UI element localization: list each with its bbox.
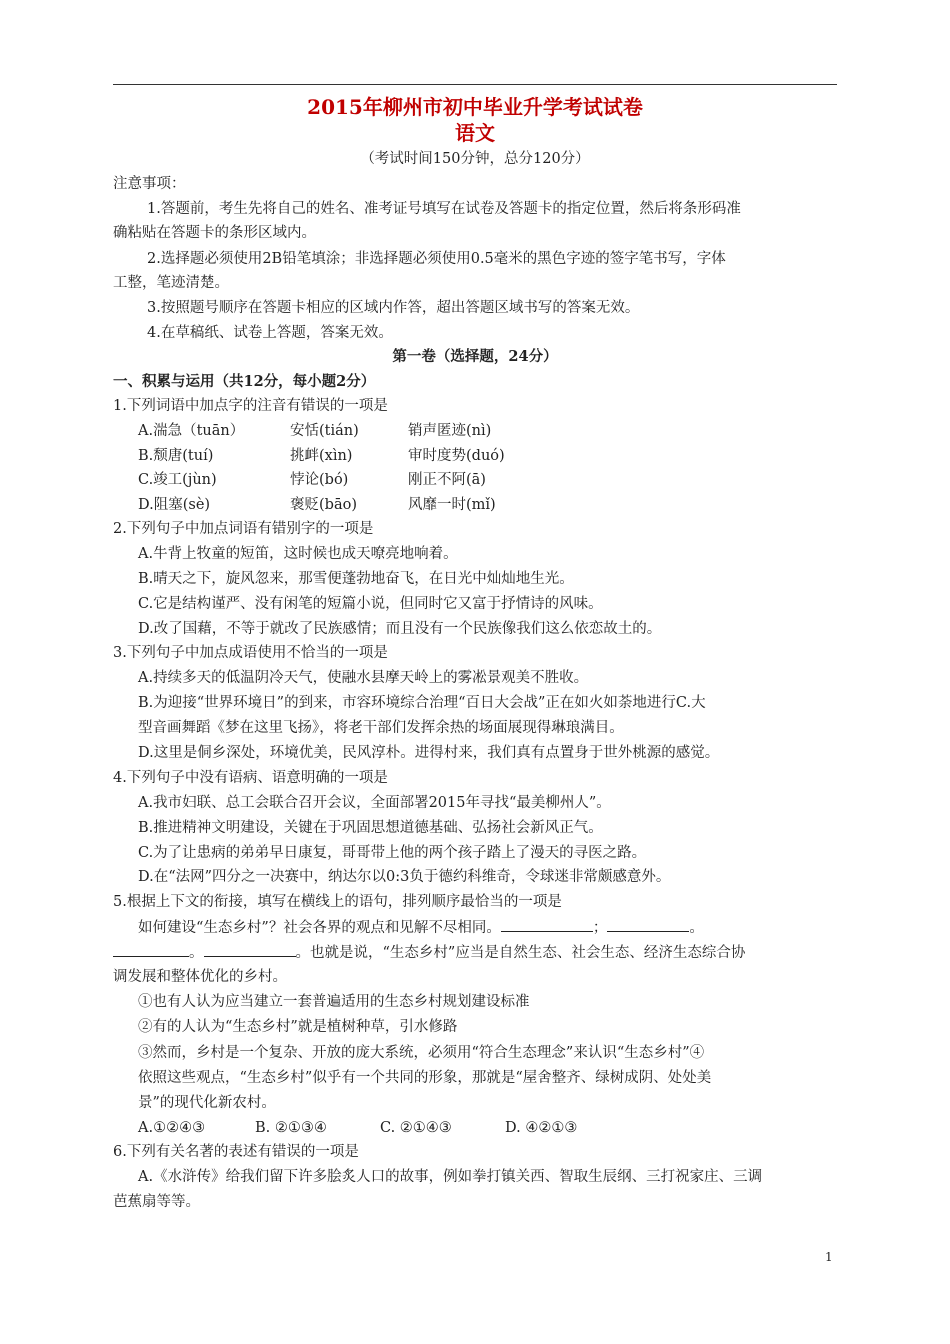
note-1-line-1: 1.答题前，考生先将自己的姓名、准考证号填写在试卷及答题卡的指定位置，然后将条形码准 xyxy=(147,201,741,217)
q1-row-b-col1: B.颓唐(tuí) xyxy=(138,448,214,464)
q2-stem: 2.下列句子中加点词语有错别字的一项是 xyxy=(113,521,374,537)
note-1-line-2: 确粘贴在答题卡的条形区域内。 xyxy=(113,225,316,241)
subject-title: 语文 xyxy=(455,121,495,145)
q1-row-c-col2: 悖论(bó) xyxy=(290,472,349,488)
q5-paragraph-text-2: 。也就是说，“生态乡村”应当是自然生态、社会生态、经济生态综合协 xyxy=(295,945,746,961)
q1-row-a-col3: 销声匿迹(nì) xyxy=(408,423,492,439)
q6-option-a-line-1: A.《水浒传》给我们留下许多脍炙人口的故事，例如拳打镇关西、智取生辰纲、三打祝家庄、三调 xyxy=(138,1169,763,1185)
header-rule xyxy=(113,84,837,85)
q3-option-b-line-1: B.为迎接“世界环境日”的到来，市容环境综合治理“百日大会战”正在如火如荼地进行C.大 xyxy=(138,695,706,711)
q4-option-c: C.为了让患病的弟弟早日康复，哥哥带上他的两个孩子踏上了漫天的寻医之路。 xyxy=(138,845,647,861)
q5-item-1: ①也有人认为应当建立一套普遍适用的生态乡村规划建设标准 xyxy=(138,994,530,1010)
q2-option-c: C.它是结构谨严、没有闲笔的短篇小说，但同时它又富于抒情诗的风味。 xyxy=(138,596,603,612)
section-heading: 一、积累与运用（共12分，每小题2分） xyxy=(113,373,376,390)
q5-option-a: A.①②④③ xyxy=(138,1120,206,1136)
q2-option-b: B.晴天之下，旋风忽来，那雪便蓬勃地奋飞，在日光中灿灿地生光。 xyxy=(138,571,574,587)
q3-option-b-line-2: 型音画舞蹈《梦在这里飞扬》，将老干部们发挥余热的场面展现得琳琅满目。 xyxy=(138,720,624,736)
q1-row-d-col1: D.阻塞(sè) xyxy=(138,497,211,513)
exam-title: 2015年柳州市初中毕业升学考试试卷 xyxy=(307,95,643,119)
note-4: 4.在草稿纸、试卷上答题，答案无效。 xyxy=(147,325,393,341)
q5-paragraph-line-2 xyxy=(113,942,745,963)
q5-blank-3 xyxy=(113,942,189,957)
q4-stem: 4.下列句子中没有语病、语意明确的一项是 xyxy=(113,770,388,786)
q1-row-a-col1: A.湍急（tuān） xyxy=(138,423,245,439)
q5-item-2: ②有的人认为“生态乡村”就是植树种草，引水修路 xyxy=(138,1019,458,1035)
q3-option-d: D.这里是侗乡深处，环境优美，民风淳朴。进得村来，我们真有点置身于世外桃源的感觉。 xyxy=(138,745,720,761)
q5-separator-3: 。 xyxy=(189,945,204,961)
q2-option-d: D.改了国藉，不等于就改了民族感情；而且没有一个民族像我们这么依恋故土的。 xyxy=(138,621,662,637)
q4-option-b: B.推进精神文明建设，关键在于巩固思想道德基础、弘扬社会新风正气。 xyxy=(138,820,603,836)
q5-paragraph-line-3: 调发展和整体优化的乡村。 xyxy=(113,969,287,985)
q5-separator-2: 。 xyxy=(689,920,704,936)
q1-row-c-col1: C.竣工(jùn) xyxy=(138,472,217,488)
q5-option-b: B. ②①③④ xyxy=(255,1120,327,1136)
q5-blank-2 xyxy=(607,917,689,932)
q1-row-d-col2: 褒贬(bāo) xyxy=(290,497,357,513)
q5-paragraph-line-1 xyxy=(138,917,704,938)
q5-blank-4 xyxy=(204,942,296,957)
q6-option-a-line-2: 芭蕉扇等等。 xyxy=(113,1194,200,1210)
q3-stem: 3.下列句子中加点成语使用不恰当的一项是 xyxy=(113,645,388,661)
note-3: 3.按照题号顺序在答题卡相应的区域内作答，超出答题区域书写的答案无效。 xyxy=(147,300,640,316)
q1-stem: 1.下列词语中加点字的注音有错误的一项是 xyxy=(113,398,388,414)
q4-option-a: A.我市妇联、总工会联合召开会议，全面部署2015年寻找“最美柳州人”。 xyxy=(138,795,611,811)
q5-stem: 5.根据上下文的衔接，填写在横线上的语句，排列顺序最恰当的一项是 xyxy=(113,894,562,910)
volume-heading: 第一卷（选择题，24分） xyxy=(392,348,558,365)
note-2-line-2: 工整，笔迹清楚。 xyxy=(113,275,229,291)
exam-info: （考试时间150分钟，总分120分） xyxy=(360,151,590,167)
q5-item-3-line-3: 景”的现代化新农村。 xyxy=(138,1095,276,1111)
note-2-line-1: 2.选择题必须使用2B铅笔填涂；非选择题必须使用0.5毫米的黑色字迹的签字笔书写，字体 xyxy=(147,251,726,267)
notes-heading: 注意事项： xyxy=(113,176,186,192)
q3-option-a: A.持续多天的低温阴冷天气，使融水县摩天岭上的雾凇景观美不胜收。 xyxy=(138,670,589,686)
q1-row-c-col3: 刚正不阿(ā) xyxy=(408,472,486,488)
page-number: 1 xyxy=(825,1250,833,1264)
q5-paragraph-text-1: 如何建设“生态乡村”？社会各界的观点和见解不尽相同。 xyxy=(138,920,501,936)
q4-option-d: D.在“法网”四分之一决赛中，纳达尔以0:3负于德约科维奇，令球迷非常颇感意外。 xyxy=(138,869,671,885)
q6-stem: 6.下列有关名著的表述有错误的一项是 xyxy=(113,1144,359,1160)
q1-row-b-col2: 挑衅(xìn) xyxy=(290,448,353,464)
q1-row-d-col3: 风靡一时(mǐ) xyxy=(408,497,496,513)
q1-row-b-col3: 审时度势(duó) xyxy=(408,448,505,464)
q2-option-a: A.牛背上牧童的短笛，这时候也成天嘹亮地响着。 xyxy=(138,546,458,562)
q5-item-3-line-2: 依照这些观点，“生态乡村”似乎有一个共同的形象，那就是“屋舍整齐、绿树成阴、处处美 xyxy=(138,1070,712,1086)
q1-row-a-col2: 安恬(tián) xyxy=(290,423,359,439)
q5-option-c: C. ②①④③ xyxy=(380,1120,452,1136)
q5-blank-1 xyxy=(501,917,593,932)
q5-option-d: D. ④②①③ xyxy=(505,1120,578,1136)
q5-item-3-line-1: ③然而，乡村是一个复杂、开放的庞大系统，必须用“符合生态理念”来认识“生态乡村”④ xyxy=(138,1045,705,1061)
q5-separator-1: ； xyxy=(592,920,608,936)
